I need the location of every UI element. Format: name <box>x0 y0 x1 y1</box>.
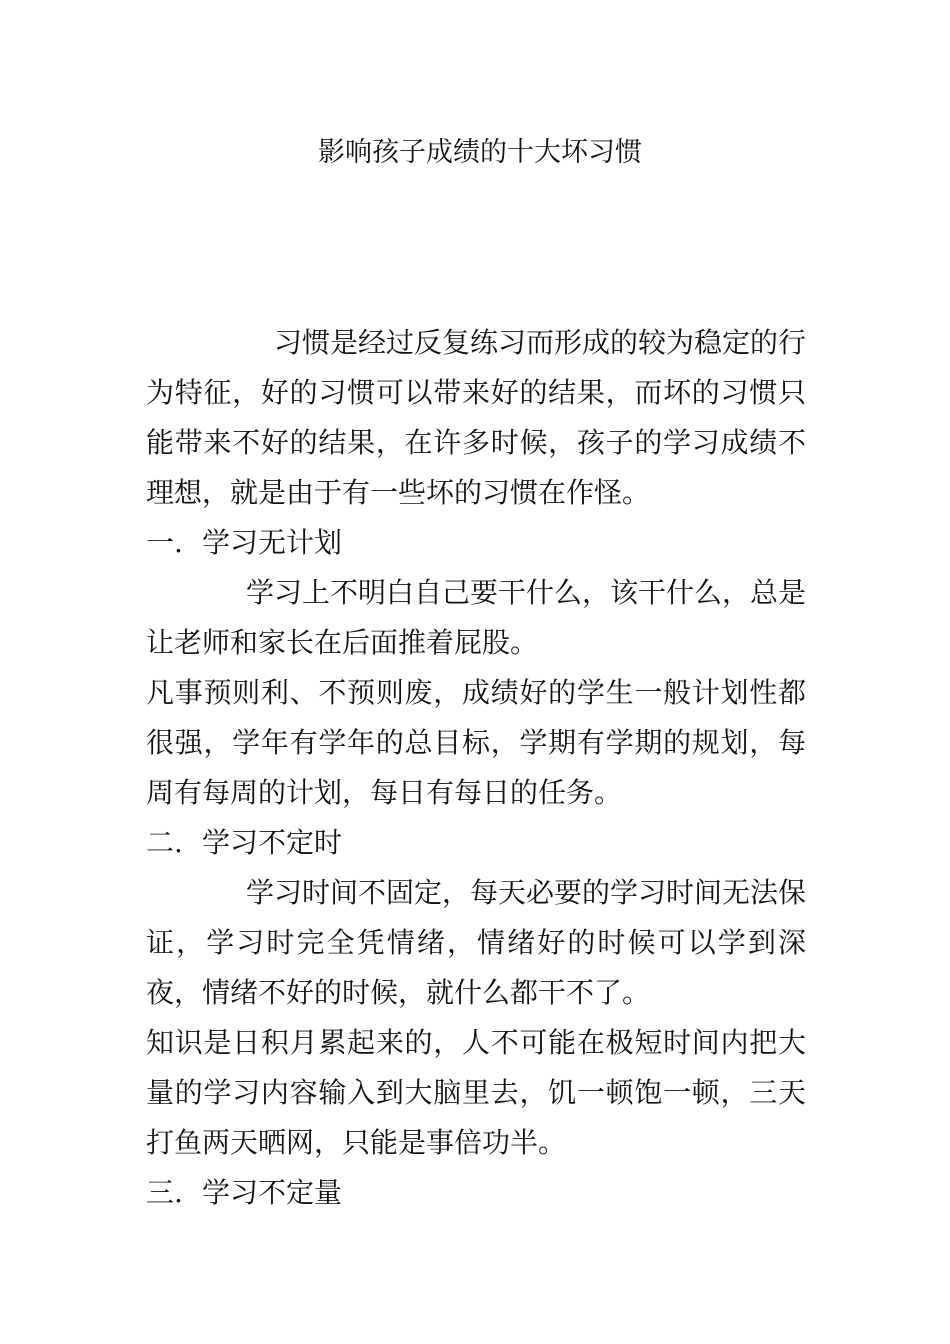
section-title: 学习不定量 <box>202 1176 343 1209</box>
section-2-paragraph-1: 学习时间不固定，每天必要的学习时间无法保证，学习时完全凭情绪，情绪好的时候可以学到深夜，情绪不好的时候，就什么都干不了。 <box>146 876 807 1009</box>
section-number: 一. <box>146 526 183 559</box>
section-title: 学习不定时 <box>202 826 343 859</box>
section-heading-2 <box>146 818 806 868</box>
document-body <box>146 318 806 1218</box>
section-1-paragraph-1: 学习上不明白自己要干什么，该干什么，总是让老师和家长在后面推着屁股。 <box>146 576 807 659</box>
section-title: 学习无计划 <box>202 526 343 559</box>
section-heading-3 <box>146 1168 806 1218</box>
section-1-paragraph-2: 凡事预则利、不预则废，成绩好的学生一般计划性都很强，学年有学年的总目标，学期有学期的规划，每周有每周的计划，每日有每日的任务。 <box>146 676 806 809</box>
intro-paragraph: 习惯是经过反复练习而形成的较为稳定的行为特征，好的习惯可以带来好的结果，而坏的习惯只能带来不好的结果，在许多时候，孩子的学习成绩不理想，就是由于有一些坏的习惯在作怪。 <box>146 326 807 509</box>
section-number: 三. <box>146 1176 183 1209</box>
section-2-paragraph-2: 知识是日积月累起来的，人不可能在极短时间内把大量的学习内容输入到大脑里去，饥一顿饱一顿，三天打鱼两天晒网，只能是事倍功半。 <box>146 1026 806 1159</box>
section-heading-1 <box>146 518 806 568</box>
section-number: 二. <box>146 826 183 859</box>
document-title: 影响孩子成绩的十大坏习惯 <box>318 137 642 168</box>
